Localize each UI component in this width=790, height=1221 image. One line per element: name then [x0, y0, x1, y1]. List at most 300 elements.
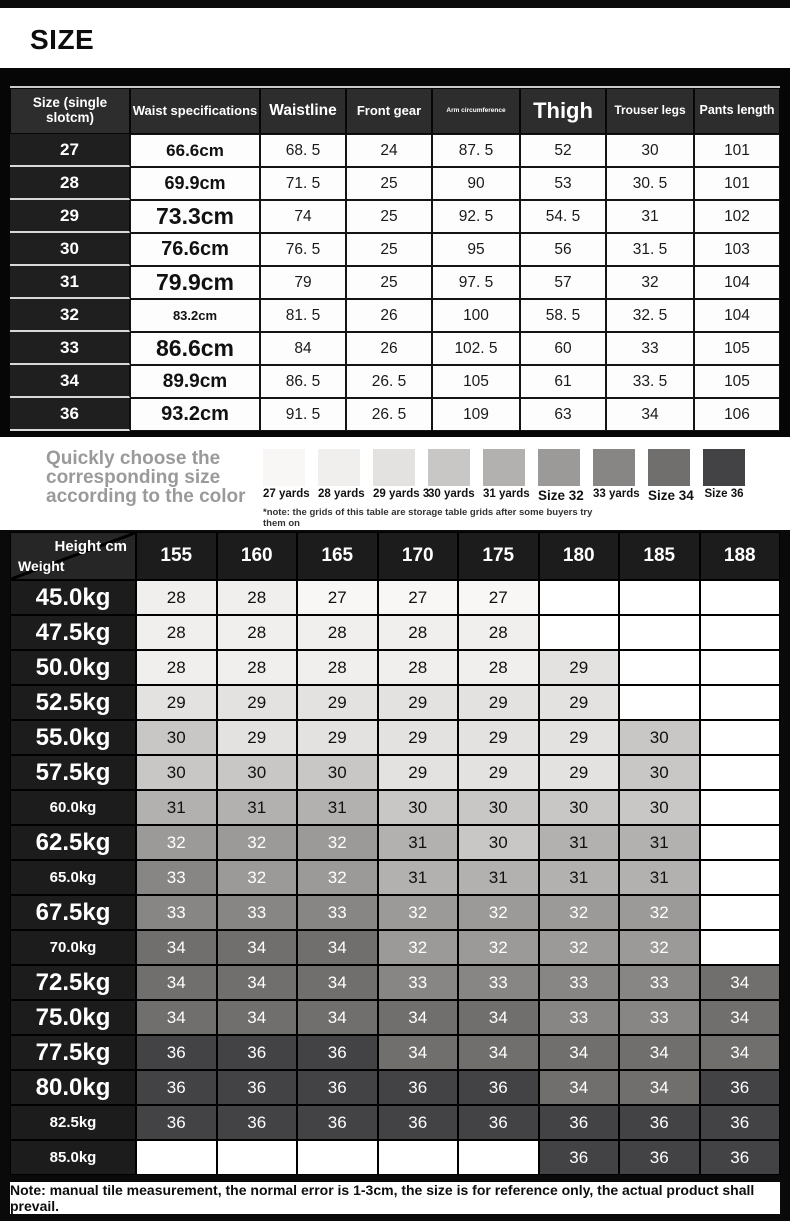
size-spec-section — [0, 68, 790, 437]
spec-cell: 103 — [694, 233, 780, 266]
matrix-cell: 29 — [217, 720, 298, 755]
spec-row — [10, 299, 780, 332]
corner-height-label: Height cm — [54, 538, 127, 555]
matrix-cell: 29 — [539, 755, 620, 790]
matrix-row — [10, 685, 780, 720]
matrix-cell: 31 — [539, 860, 620, 895]
matrix-cell: 30 — [619, 790, 700, 825]
matrix-cell: 33 — [136, 860, 217, 895]
matrix-cell-empty — [217, 1140, 298, 1175]
matrix-cell: 34 — [136, 1000, 217, 1035]
matrix-row — [10, 965, 780, 1000]
matrix-cell-empty — [539, 580, 620, 615]
matrix-cell: 27 — [378, 580, 459, 615]
matrix-cell: 34 — [217, 1000, 298, 1035]
matrix-cell: 29 — [458, 755, 539, 790]
matrix-cell-empty — [700, 755, 781, 790]
spec-cell: 25 — [346, 200, 432, 233]
legend-swatch-9 — [703, 449, 745, 486]
spec-col-header-3: Front gear — [346, 88, 432, 134]
matrix-cell: 36 — [458, 1105, 539, 1140]
spec-cell: 33 — [606, 332, 694, 365]
spec-col-header-2: Waistline — [260, 88, 346, 134]
weight-label: 52.5kg — [10, 685, 136, 720]
matrix-cell: 31 — [458, 860, 539, 895]
spec-cell: 26. 5 — [346, 365, 432, 398]
spec-cell: 104 — [694, 266, 780, 299]
matrix-cell: 32 — [297, 860, 378, 895]
matrix-cell: 34 — [700, 1035, 781, 1070]
matrix-cell: 34 — [619, 1035, 700, 1070]
height-header: 170 — [378, 532, 459, 580]
spec-cell: 61 — [520, 365, 606, 398]
matrix-cell: 33 — [217, 895, 298, 930]
matrix-cell: 34 — [700, 1000, 781, 1035]
spec-cell: 100 — [432, 299, 520, 332]
matrix-cell: 31 — [297, 790, 378, 825]
spec-cell: 87. 5 — [432, 134, 520, 167]
height-header: 180 — [539, 532, 620, 580]
waist-value: 66.6cm — [130, 134, 260, 167]
matrix-cell: 36 — [136, 1070, 217, 1105]
matrix-cell: 27 — [297, 580, 378, 615]
matrix-row — [10, 1140, 780, 1175]
corner-weight-label: Weight — [18, 558, 65, 574]
spec-cell: 105 — [432, 365, 520, 398]
spec-cell: 32. 5 — [606, 299, 694, 332]
matrix-cell: 33 — [539, 965, 620, 1000]
legend-swatch-4 — [428, 449, 470, 486]
matrix-cell-empty — [136, 1140, 217, 1175]
spec-col-header-1: Waist specifications — [130, 88, 260, 134]
matrix-cell: 31 — [136, 790, 217, 825]
spec-row — [10, 332, 780, 365]
weight-label: 77.5kg — [10, 1035, 136, 1070]
matrix-cell: 34 — [378, 1000, 459, 1035]
spec-cell: 52 — [520, 134, 606, 167]
matrix-header-row — [10, 532, 780, 580]
weight-label: 72.5kg — [10, 965, 136, 1000]
matrix-cell: 29 — [217, 685, 298, 720]
matrix-cell: 34 — [619, 1070, 700, 1105]
matrix-row — [10, 895, 780, 930]
spec-cell: 31. 5 — [606, 233, 694, 266]
spec-cell: 102 — [694, 200, 780, 233]
matrix-cell: 27 — [458, 580, 539, 615]
matrix-cell: 32 — [539, 930, 620, 965]
spec-row — [10, 398, 780, 431]
matrix-cell: 34 — [136, 930, 217, 965]
matrix-cell-empty — [700, 615, 781, 650]
matrix-cell-empty — [700, 650, 781, 685]
spec-row — [10, 365, 780, 398]
spec-row — [10, 233, 780, 266]
spec-cell: 32 — [606, 266, 694, 299]
size-value: 31 — [10, 266, 130, 299]
matrix-cell: 30 — [539, 790, 620, 825]
footer-section — [0, 1178, 790, 1221]
matrix-cell-empty — [297, 1140, 378, 1175]
weight-label: 82.5kg — [10, 1105, 136, 1140]
matrix-cell: 36 — [700, 1070, 781, 1105]
matrix-cell: 33 — [619, 965, 700, 1000]
matrix-cell: 34 — [217, 930, 298, 965]
matrix-row — [10, 650, 780, 685]
weight-label: 50.0kg — [10, 650, 136, 685]
spec-cell: 33. 5 — [606, 365, 694, 398]
matrix-cell-empty — [619, 580, 700, 615]
waist-value: 79.9cm — [130, 266, 260, 299]
matrix-cell-empty — [458, 1140, 539, 1175]
spec-cell: 30. 5 — [606, 167, 694, 200]
legend-swatch-2 — [318, 449, 360, 486]
weight-label: 75.0kg — [10, 1000, 136, 1035]
matrix-cell: 30 — [458, 790, 539, 825]
matrix-cell: 29 — [539, 685, 620, 720]
matrix-row — [10, 790, 780, 825]
matrix-cell-empty — [700, 790, 781, 825]
matrix-cell: 28 — [297, 615, 378, 650]
weight-label: 65.0kg — [10, 860, 136, 895]
spec-cell: 60 — [520, 332, 606, 365]
matrix-cell: 33 — [136, 895, 217, 930]
matrix-cell: 34 — [136, 965, 217, 1000]
matrix-cell: 32 — [378, 930, 459, 965]
matrix-cell: 36 — [217, 1070, 298, 1105]
matrix-cell: 36 — [539, 1140, 620, 1175]
matrix-cell: 28 — [136, 580, 217, 615]
matrix-cell-empty — [539, 615, 620, 650]
matrix-cell: 36 — [378, 1070, 459, 1105]
spec-cell: 68. 5 — [260, 134, 346, 167]
matrix-cell: 33 — [378, 965, 459, 1000]
matrix-cell: 32 — [539, 895, 620, 930]
matrix-cell: 36 — [217, 1105, 298, 1140]
matrix-cell-empty — [619, 615, 700, 650]
legend-label-row — [263, 488, 745, 503]
legend-swatch-1 — [263, 449, 305, 486]
spec-cell: 101 — [694, 167, 780, 200]
legend-footnote: *note: the grids of this table are storage table grids after some buyers try them on — [263, 507, 593, 530]
spec-cell: 26 — [346, 299, 432, 332]
matrix-cell: 31 — [619, 825, 700, 860]
spec-cell: 79 — [260, 266, 346, 299]
matrix-cell: 34 — [458, 1000, 539, 1035]
matrix-cell: 29 — [378, 685, 459, 720]
matrix-cell: 36 — [378, 1105, 459, 1140]
matrix-cell-empty — [700, 580, 781, 615]
spec-cell: 102. 5 — [432, 332, 520, 365]
matrix-cell-empty — [700, 825, 781, 860]
waist-value: 93.2cm — [130, 398, 260, 431]
legend-label-6: Size 32 — [538, 488, 584, 503]
spec-cell: 81. 5 — [260, 299, 346, 332]
matrix-cell: 28 — [378, 615, 459, 650]
legend-swatch-3 — [373, 449, 415, 486]
matrix-cell: 30 — [297, 755, 378, 790]
matrix-cell: 30 — [136, 720, 217, 755]
matrix-cell: 32 — [619, 930, 700, 965]
spec-row — [10, 200, 780, 233]
spec-cell: 74 — [260, 200, 346, 233]
spec-cell: 92. 5 — [432, 200, 520, 233]
spec-cell: 26 — [346, 332, 432, 365]
legend-swatch-area — [263, 449, 745, 530]
matrix-cell: 34 — [297, 930, 378, 965]
spec-col-header-6: Trouser legs — [606, 88, 694, 134]
spec-cell: 76. 5 — [260, 233, 346, 266]
matrix-cell: 28 — [217, 580, 298, 615]
spec-cell: 97. 5 — [432, 266, 520, 299]
height-weight-section — [0, 530, 790, 1178]
matrix-corner-cell — [10, 532, 136, 580]
weight-label: 80.0kg — [10, 1070, 136, 1105]
spec-cell: 86. 5 — [260, 365, 346, 398]
matrix-cell: 32 — [136, 825, 217, 860]
matrix-cell: 36 — [297, 1035, 378, 1070]
spec-cell: 90 — [432, 167, 520, 200]
matrix-cell: 29 — [378, 720, 459, 755]
waist-value: 69.9cm — [130, 167, 260, 200]
matrix-cell: 36 — [619, 1140, 700, 1175]
top-divider-bar — [0, 0, 790, 8]
size-value: 30 — [10, 233, 130, 266]
height-header: 160 — [217, 532, 298, 580]
matrix-cell: 30 — [619, 720, 700, 755]
legend-label-3: 29 yards 3 — [373, 488, 430, 500]
spec-cell: 53 — [520, 167, 606, 200]
weight-label: 55.0kg — [10, 720, 136, 755]
spec-cell: 58. 5 — [520, 299, 606, 332]
matrix-cell: 32 — [458, 895, 539, 930]
matrix-cell: 31 — [619, 860, 700, 895]
waist-value: 76.6cm — [130, 233, 260, 266]
spec-cell: 30 — [606, 134, 694, 167]
matrix-row — [10, 615, 780, 650]
spec-col-header-5: Thigh — [520, 88, 606, 134]
matrix-cell-empty — [619, 650, 700, 685]
spec-cell: 56 — [520, 233, 606, 266]
matrix-cell: 31 — [217, 790, 298, 825]
matrix-cell: 36 — [619, 1105, 700, 1140]
matrix-cell: 29 — [539, 650, 620, 685]
color-legend-section — [0, 437, 790, 530]
matrix-row — [10, 1105, 780, 1140]
matrix-cell: 34 — [700, 965, 781, 1000]
spec-col-header-4: Arm circumference — [432, 88, 520, 134]
legend-intro-text: Quickly choose the corresponding size according to the color — [46, 448, 246, 507]
legend-swatch-7 — [593, 449, 635, 486]
matrix-cell: 28 — [297, 650, 378, 685]
weight-label: 67.5kg — [10, 895, 136, 930]
matrix-cell-empty — [700, 720, 781, 755]
legend-label-8: Size 34 — [648, 488, 694, 503]
matrix-cell: 33 — [297, 895, 378, 930]
matrix-cell: 29 — [136, 685, 217, 720]
matrix-cell: 36 — [458, 1070, 539, 1105]
matrix-cell: 34 — [378, 1035, 459, 1070]
matrix-row — [10, 930, 780, 965]
legend-label-4: 30 yards — [428, 488, 475, 500]
matrix-cell: 30 — [458, 825, 539, 860]
matrix-row — [10, 755, 780, 790]
weight-label: 47.5kg — [10, 615, 136, 650]
height-header: 188 — [700, 532, 781, 580]
matrix-cell: 31 — [378, 825, 459, 860]
matrix-cell: 30 — [619, 755, 700, 790]
spec-cell: 109 — [432, 398, 520, 431]
matrix-cell: 29 — [297, 720, 378, 755]
footer-note: Note: manual tile measurement, the normal error is 1-3cm, the size is for reference only, the actual product shall prevail. — [10, 1182, 780, 1214]
spec-cell: 25 — [346, 266, 432, 299]
matrix-cell-empty — [378, 1140, 459, 1175]
matrix-cell: 32 — [297, 825, 378, 860]
size-value: 27 — [10, 134, 130, 167]
matrix-row — [10, 1000, 780, 1035]
weight-label: 62.5kg — [10, 825, 136, 860]
matrix-cell: 36 — [136, 1105, 217, 1140]
height-header: 165 — [297, 532, 378, 580]
size-spec-table — [10, 86, 780, 431]
matrix-cell: 28 — [136, 650, 217, 685]
spec-cell: 71. 5 — [260, 167, 346, 200]
matrix-row — [10, 1070, 780, 1105]
spec-cell: 26. 5 — [346, 398, 432, 431]
matrix-cell: 30 — [378, 790, 459, 825]
legend-swatch-6 — [538, 449, 580, 486]
weight-label: 70.0kg — [10, 930, 136, 965]
waist-value: 73.3cm — [130, 200, 260, 233]
matrix-cell: 28 — [217, 650, 298, 685]
matrix-cell-empty — [700, 895, 781, 930]
matrix-cell: 28 — [378, 650, 459, 685]
legend-label-2: 28 yards — [318, 488, 365, 500]
spec-cell: 95 — [432, 233, 520, 266]
waist-value: 86.6cm — [130, 332, 260, 365]
page-title: SIZE — [30, 24, 95, 55]
spec-cell: 54. 5 — [520, 200, 606, 233]
size-value: 36 — [10, 398, 130, 431]
matrix-cell: 28 — [458, 650, 539, 685]
matrix-cell: 33 — [458, 965, 539, 1000]
matrix-cell: 36 — [539, 1105, 620, 1140]
weight-label: 85.0kg — [10, 1140, 136, 1175]
matrix-cell: 32 — [217, 860, 298, 895]
matrix-cell: 29 — [378, 755, 459, 790]
matrix-cell: 33 — [619, 1000, 700, 1035]
waist-value: 89.9cm — [130, 365, 260, 398]
size-value: 28 — [10, 167, 130, 200]
matrix-cell: 31 — [539, 825, 620, 860]
matrix-cell: 30 — [136, 755, 217, 790]
matrix-cell-empty — [700, 860, 781, 895]
spec-cell: 57 — [520, 266, 606, 299]
matrix-cell: 34 — [539, 1070, 620, 1105]
matrix-cell: 36 — [700, 1140, 781, 1175]
spec-cell: 25 — [346, 233, 432, 266]
spec-col-header-7: Pants length — [694, 88, 780, 134]
size-value: 34 — [10, 365, 130, 398]
spec-cell: 104 — [694, 299, 780, 332]
matrix-cell: 36 — [297, 1105, 378, 1140]
spec-row — [10, 167, 780, 200]
matrix-cell: 31 — [378, 860, 459, 895]
spec-cell: 24 — [346, 134, 432, 167]
matrix-row — [10, 580, 780, 615]
matrix-cell: 28 — [458, 615, 539, 650]
matrix-row — [10, 825, 780, 860]
legend-swatch-8 — [648, 449, 690, 486]
matrix-cell: 29 — [458, 685, 539, 720]
waist-value: 83.2cm — [130, 299, 260, 332]
legend-swatch-5 — [483, 449, 525, 486]
spec-cell: 105 — [694, 365, 780, 398]
legend-label-7: 33 yards — [593, 488, 640, 500]
matrix-cell: 32 — [458, 930, 539, 965]
height-weight-table — [10, 532, 780, 1175]
legend-label-1: 27 yards — [263, 488, 310, 500]
spec-cell: 34 — [606, 398, 694, 431]
matrix-cell: 34 — [539, 1035, 620, 1070]
title-band — [0, 8, 790, 68]
legend-label-9: Size 36 — [704, 488, 744, 500]
matrix-cell: 33 — [539, 1000, 620, 1035]
height-header: 175 — [458, 532, 539, 580]
weight-label: 60.0kg — [10, 790, 136, 825]
spec-cell: 84 — [260, 332, 346, 365]
matrix-cell: 36 — [217, 1035, 298, 1070]
spec-cell: 105 — [694, 332, 780, 365]
matrix-cell: 36 — [136, 1035, 217, 1070]
spec-cell: 31 — [606, 200, 694, 233]
matrix-cell: 36 — [297, 1070, 378, 1105]
matrix-cell: 30 — [217, 755, 298, 790]
matrix-row — [10, 860, 780, 895]
weight-label: 45.0kg — [10, 580, 136, 615]
matrix-cell-empty — [619, 685, 700, 720]
matrix-cell: 32 — [619, 895, 700, 930]
legend-swatch-row — [263, 449, 745, 486]
matrix-cell: 36 — [700, 1105, 781, 1140]
spec-cell: 25 — [346, 167, 432, 200]
spec-row — [10, 266, 780, 299]
matrix-cell-empty — [700, 930, 781, 965]
matrix-cell: 29 — [458, 720, 539, 755]
matrix-cell: 29 — [297, 685, 378, 720]
size-value: 29 — [10, 200, 130, 233]
spec-cell: 63 — [520, 398, 606, 431]
matrix-cell: 28 — [136, 615, 217, 650]
spec-cell: 91. 5 — [260, 398, 346, 431]
spec-cell: 101 — [694, 134, 780, 167]
matrix-row — [10, 1035, 780, 1070]
matrix-cell: 34 — [297, 965, 378, 1000]
matrix-row — [10, 720, 780, 755]
matrix-cell: 34 — [458, 1035, 539, 1070]
legend-label-5: 31 yards — [483, 488, 530, 500]
spec-row — [10, 134, 780, 167]
spec-header-row — [10, 88, 780, 134]
matrix-cell: 34 — [217, 965, 298, 1000]
matrix-cell: 28 — [217, 615, 298, 650]
matrix-cell: 29 — [539, 720, 620, 755]
spec-col-header-0: Size (single slotcm) — [10, 88, 130, 134]
matrix-cell: 34 — [297, 1000, 378, 1035]
weight-label: 57.5kg — [10, 755, 136, 790]
size-value: 32 — [10, 299, 130, 332]
matrix-cell: 32 — [217, 825, 298, 860]
matrix-cell: 32 — [378, 895, 459, 930]
